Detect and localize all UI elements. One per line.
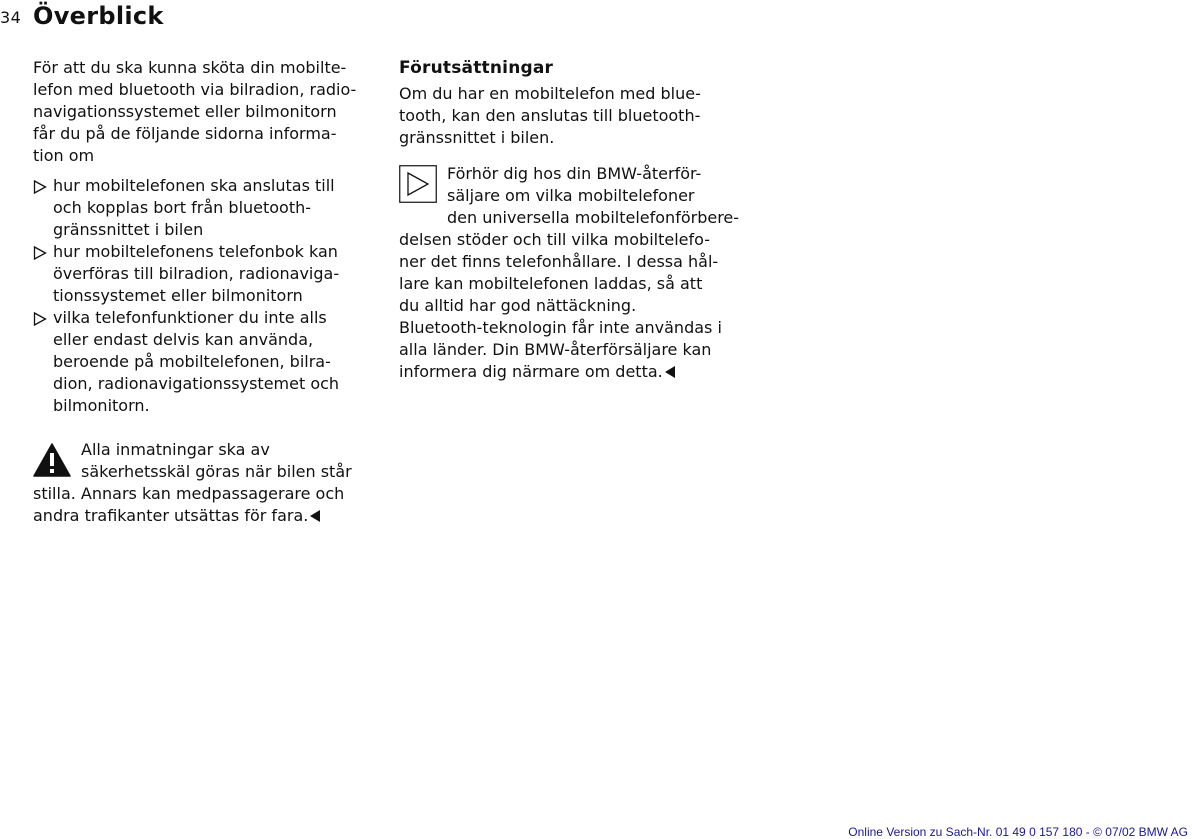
text-line: säljare om vilka mobiltelefoner xyxy=(447,186,695,205)
text-line: hur mobiltelefonen ska anslutas till xyxy=(53,176,335,195)
text-line: tion om xyxy=(33,146,95,165)
text-line: beroende på mobiltelefonen, bilra- xyxy=(53,352,331,371)
text-line: och kopplas bort från bluetooth- xyxy=(53,198,312,217)
footer-copyright: Online Version zu Sach-Nr. 01 49 0 157 180 - © 07/02 BMW AG xyxy=(848,825,1188,839)
right-column xyxy=(399,57,759,383)
text-line: tooth, kan den anslutas till bluetooth- xyxy=(399,106,701,125)
end-mark-icon xyxy=(310,510,320,522)
section-heading: Förutsättningar xyxy=(399,58,554,78)
info-note xyxy=(399,163,759,383)
list-item xyxy=(33,307,393,417)
left-column xyxy=(33,57,393,527)
list-item xyxy=(33,175,393,241)
text-line: gränssnittet i bilen xyxy=(53,220,204,239)
text-line: andra trafikanter utsättas för fara. xyxy=(33,506,309,525)
text-line: dion, radionavigationssystemet och xyxy=(53,374,340,393)
text-line: lare kan mobiltelefonen laddas, så att xyxy=(399,274,703,293)
intro-paragraph xyxy=(399,83,759,149)
text-line: bilmonitorn. xyxy=(53,396,150,415)
text-line: lefon med bluetooth via bilradion, radio- xyxy=(33,80,357,99)
bullet-arrow-icon xyxy=(33,312,47,326)
info-triangle-icon xyxy=(399,165,437,203)
warning-icon-box xyxy=(33,441,71,483)
text-line: den universella mobiltelefonförbere- xyxy=(447,208,740,227)
page-title: Överblick xyxy=(33,2,164,30)
warning-note xyxy=(33,439,393,527)
end-mark-icon xyxy=(665,366,675,378)
text-line: Om du har en mobiltelefon med blue- xyxy=(399,84,701,103)
text-line: överföras till bilradion, radionaviga- xyxy=(53,264,340,283)
bullet-arrow-icon xyxy=(33,246,47,260)
text-line: gränssnittet i bilen. xyxy=(399,128,555,147)
text-line: Bluetooth-teknologin får inte användas i xyxy=(399,318,722,337)
warning-triangle-icon xyxy=(33,443,71,477)
bullet-arrow-icon xyxy=(33,180,47,194)
bullet-list xyxy=(33,175,393,417)
text-line: informera dig närmare om detta. xyxy=(399,362,663,381)
text-line: delsen stöder och till vilka mobiltelefo- xyxy=(399,230,710,249)
text-line: hur mobiltelefonens telefonbok kan xyxy=(53,242,338,261)
text-line: Alla inmatningar ska av xyxy=(81,440,270,459)
text-line: tionssystemet eller bilmonitorn xyxy=(53,286,303,305)
text-line: får du på de följande sidorna informa- xyxy=(33,124,337,143)
text-line: navigationssystemet eller bilmonitorn xyxy=(33,102,337,121)
text-line: säkerhetsskäl göras när bilen står xyxy=(81,462,352,481)
text-line: stilla. Annars kan medpassagerare och xyxy=(33,484,345,503)
info-icon-box xyxy=(399,165,437,209)
intro-paragraph xyxy=(33,57,393,167)
text-line: ner det finns telefonhållare. I dessa hål- xyxy=(399,252,719,271)
page-number: 34 xyxy=(0,8,22,27)
text-line: alla länder. Din BMW-återförsäljare kan xyxy=(399,340,712,359)
text-line: du alltid har god nättäckning. xyxy=(399,296,637,315)
text-line: Förhör dig hos din BMW-återför- xyxy=(447,164,702,183)
text-line: eller endast delvis kan använda, xyxy=(53,330,314,349)
list-item xyxy=(33,241,393,307)
text-line: För att du ska kunna sköta din mobilte- xyxy=(33,58,347,77)
text-line: vilka telefonfunktioner du inte alls xyxy=(53,308,327,327)
